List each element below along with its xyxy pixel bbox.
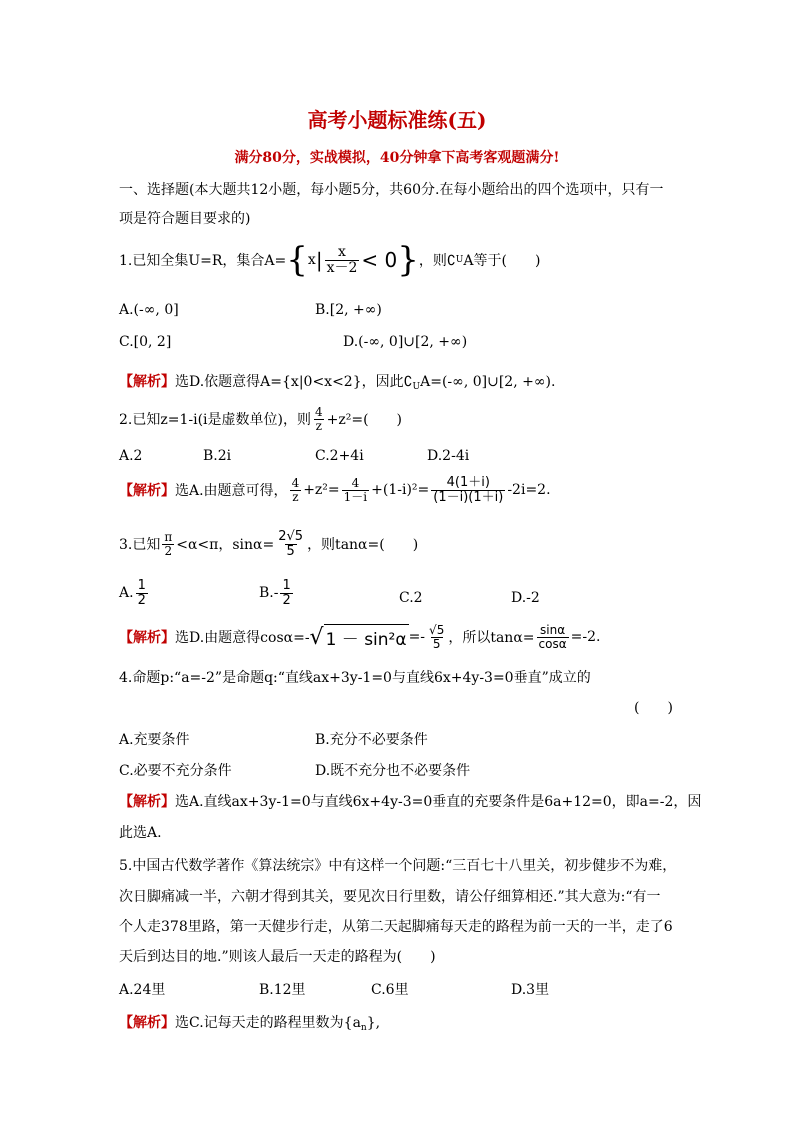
q4-solution: 【解析】选A.直线ax+3y-1=0与直线6x+4y-3=0垂直的充要条件是6a+12=0，即a=-2，因: [119, 794, 702, 810]
right-brace: }: [397, 240, 419, 280]
section-intro-line-1: 一、选择题(本大题共12小题，每小题5分，共60分.在每小题给出的四个选项中，只有一: [119, 182, 664, 198]
q1-option-d: D.(-∞, 0]∪[2, +∞): [343, 334, 468, 350]
question-5-line-2: 次日脚痛减一半，六朝才得到其关，要见次日行里数，请公仔细算相还.”其大意为:“有一: [119, 889, 661, 905]
section-intro-line-2: 项是符合题目要求的): [119, 211, 251, 227]
q5-option-d: D.3里: [511, 982, 550, 998]
sqrt-sign: √: [309, 624, 324, 650]
question-4-stem: 4.命题p:“a=-2”是命题q:“直线ax+3y-1=0与直线6x+4y-3=0垂直”成立的: [119, 670, 591, 686]
q2-option-c: C.2+4i: [315, 448, 364, 464]
q5-option-a: A.24里: [119, 982, 166, 998]
q2-solution: 【解析】 选A.由题意可得， $\frac{4}{z}$ +z²= $\frac{4}{1-i}$ +(1-i)²= $\frac{4(1+i)}{(1-i)(1+i)}$ -2i=2.: [119, 474, 551, 505]
q2-option-b: B.2i: [203, 448, 232, 464]
q3-option-d: D.-2: [511, 590, 540, 606]
q1-option-a: A.(-∞, 0]: [119, 302, 179, 318]
question-1-stem: 1.已知全集U=R，集合A= { x | $\frac{x}{x-2}$ < 0 } ，则∁ U A等于( ): [119, 240, 541, 280]
q3-option-a: A. $\frac{1}{2}$: [119, 577, 146, 608]
page-title: 高考小题标准练(五): [307, 108, 487, 132]
q4-solution-cont: 此选A.: [119, 825, 162, 841]
question-5-line-3: 个人走378里路，第一天健步行走，从第二天起脚痛每天走的路程为前一天的一半，走了6: [119, 919, 673, 935]
left-brace: {: [286, 240, 308, 280]
q2-option-a: A.2: [119, 448, 143, 464]
q4-option-b: B.充分不必要条件: [315, 732, 428, 748]
q2-option-d: D.2-4i: [427, 448, 470, 464]
question-3-stem: 3.已知 $\frac{\pi}{2}$ <α<π，sinα= $\frac{2√5}{5}$ ，则tanα=( ): [119, 528, 419, 559]
q4-answer-paren: ( ): [634, 700, 673, 716]
q3-solution: 【解析】 选D.由题意得cosα=- √ 1 － sin²α =- $\frac{√5}{5}$ ，所以tanα= $\frac{\sin\alpha}{\cos\alpha}$ =-2.: [119, 622, 601, 651]
q4-option-a: A.充要条件: [119, 732, 190, 748]
question-2-stem: 2.已知z=1-i(i是虚数单位)，则 $\frac{4}{z}$ +z²=( ): [119, 404, 402, 433]
set-condition-fraction: $\frac{x}{x-2}$: [326, 243, 358, 276]
question-5-line-4: 天后到达目的地.”则该人最后一天走的路程为( ): [119, 949, 436, 965]
question-5-line-1: 5.中国古代数学著作《算法统宗》中有这样一个问题:“三百七十八里关，初步健步不为难，: [119, 858, 677, 874]
q1-solution: 【解析】选D.依题意得A={x|0<x<2}，因此$∁_UA=(-\infty$, 0]∪[2, +∞).: [119, 374, 556, 392]
q4-option-d: D.既不充分也不必要条件: [315, 763, 471, 779]
q1-option-c: C.[0, 2]: [119, 334, 172, 350]
q3-option-b: B.- $\frac{1}{2}$: [259, 577, 291, 608]
q5-solution: 【解析】选C.记每天走的路程里数为$\{a_n\}$,: [119, 1015, 381, 1033]
q3-option-c: C.2: [399, 590, 423, 606]
q4-option-c: C.必要不充分条件: [119, 763, 232, 779]
q5-option-b: B.12里: [259, 982, 306, 998]
page-subtitle: 满分80分，实战模拟，40分钟拿下高考客观题满分!: [234, 150, 560, 166]
q1-option-b: B.[2, +∞): [315, 302, 382, 318]
q5-option-c: C.6里: [371, 982, 409, 998]
